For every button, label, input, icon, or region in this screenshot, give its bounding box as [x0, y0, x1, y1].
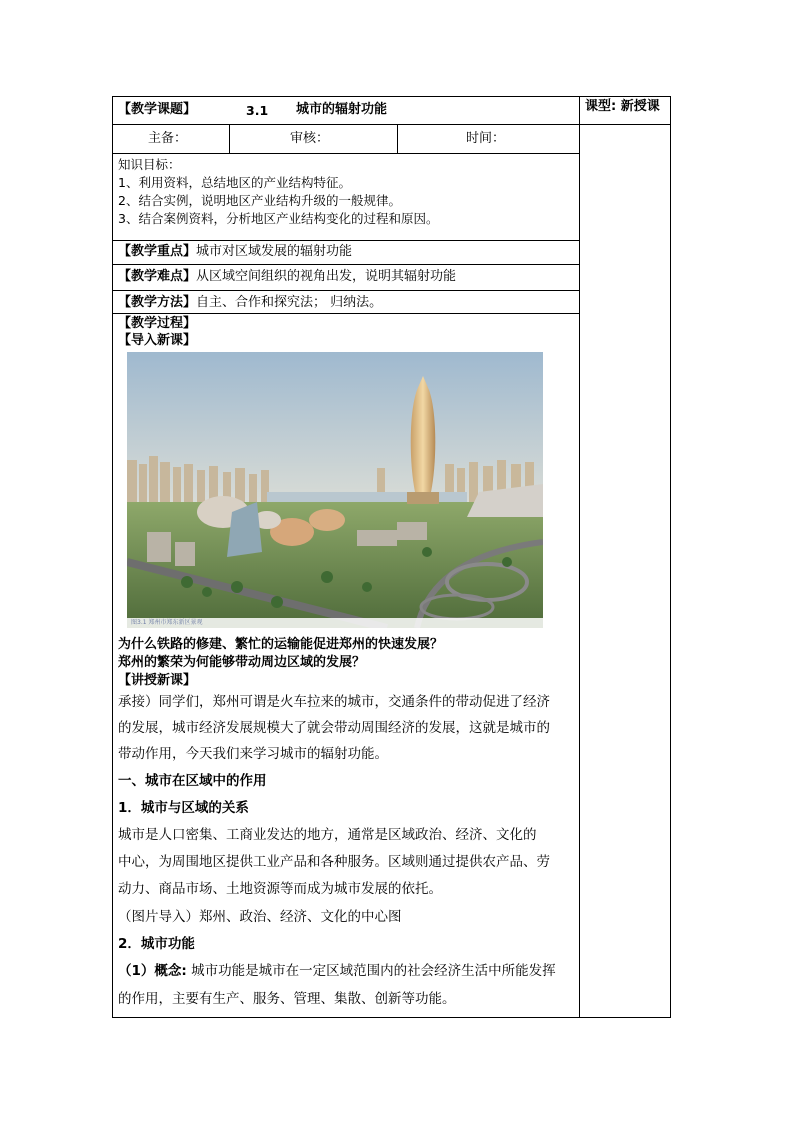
row-divider — [112, 290, 580, 291]
time-label: 时间： — [466, 131, 506, 146]
objective-item: 3、结合案例资料，分析地区产业结构变化的过程和原因。 — [118, 211, 439, 226]
key-point-label: 【教学重点】 — [118, 244, 197, 259]
method-label: 【教学方法】 — [118, 295, 197, 310]
concept-label: （1）概念: — [118, 963, 187, 979]
prep-label: 主备： — [148, 131, 188, 146]
city-photo — [127, 352, 543, 628]
paragraph-line: （图片导入）郑州、政治、经济、文化的中心图 — [118, 909, 402, 925]
cell-divider — [229, 124, 230, 153]
subsection-heading: 2．城市功能 — [118, 936, 195, 952]
method-text: 自主、合作和探究法； 归纳法。 — [196, 295, 383, 310]
question-1: 为什么铁路的修建、繁忙的运输能促进郑州的快速发展？ — [118, 637, 444, 652]
figure-caption: 图3.1 郑州市郑东新区景观 — [131, 619, 203, 626]
paragraph-line: 带动作用，今天我们来学习城市的辐射功能。 — [118, 746, 388, 762]
review-label: 审核： — [290, 131, 330, 146]
lesson-label: 【教学课题】 — [118, 102, 197, 117]
intro-label: 【导入新课】 — [118, 333, 197, 348]
row-divider — [112, 264, 580, 265]
row-divider — [579, 124, 671, 125]
key-point-row — [118, 244, 352, 260]
lesson-number: 3.1 — [246, 103, 269, 118]
paragraph-line: 的发展，城市经济发展规模大了就会带动周围经济的发展，这就是城市的 — [118, 720, 550, 736]
concept-text: 城市功能是城市在一定区域范围内的社会经济生活中所能发挥 — [186, 963, 556, 979]
row-divider — [112, 240, 580, 241]
objective-item: 1、利用资料，总结地区的产业结构特征。 — [118, 175, 351, 190]
paragraph-line: 承接）同学们，郑州可谓是火车拉来的城市，交通条件的带动促进了经济 — [118, 694, 550, 710]
row-divider — [112, 153, 580, 154]
difficulty-text: 从区域空间组织的视角出发，说明其辐射功能 — [196, 269, 457, 284]
lesson-type: 课型: 新授课 — [585, 99, 660, 114]
paragraph-line: 城市是人口密集、工商业发达的地方，通常是区域政治、经济、文化的 — [118, 827, 537, 843]
new-lesson-label: 【讲授新课】 — [118, 673, 197, 688]
subsection-heading: 1．城市与区域的关系 — [118, 800, 249, 816]
paragraph-line: 动力、商品市场、土地资源等而成为城市发展的依托。 — [118, 881, 442, 897]
process-label: 【教学过程】 — [118, 316, 197, 331]
paragraph-line: 的作用，主要有生产、服务、管理、集散、创新等功能。 — [118, 991, 456, 1007]
lesson-title: 城市的辐射功能 — [296, 102, 388, 117]
row-divider — [112, 124, 580, 125]
question-2: 郑州的繁荣为何能够带动周边区域的发展？ — [118, 655, 366, 670]
cell-divider — [397, 124, 398, 153]
objectives-title: 知识目标： — [118, 157, 181, 172]
objective-item: 2、结合实例，说明地区产业结构升级的一般规律。 — [118, 193, 401, 208]
difficulty-row — [118, 269, 456, 285]
difficulty-label: 【教学难点】 — [118, 269, 197, 284]
key-point-text: 城市对区域发展的辐射功能 — [196, 244, 353, 259]
column-divider — [579, 96, 580, 1018]
paragraph-line: 中心，为周围地区提供工业产品和各种服务。区域则通过提供农产品、劳 — [118, 854, 550, 870]
method-row — [118, 295, 382, 311]
row-divider — [112, 313, 580, 314]
section-heading: 一、城市在区域中的作用 — [118, 773, 267, 789]
concept-line — [118, 958, 556, 984]
